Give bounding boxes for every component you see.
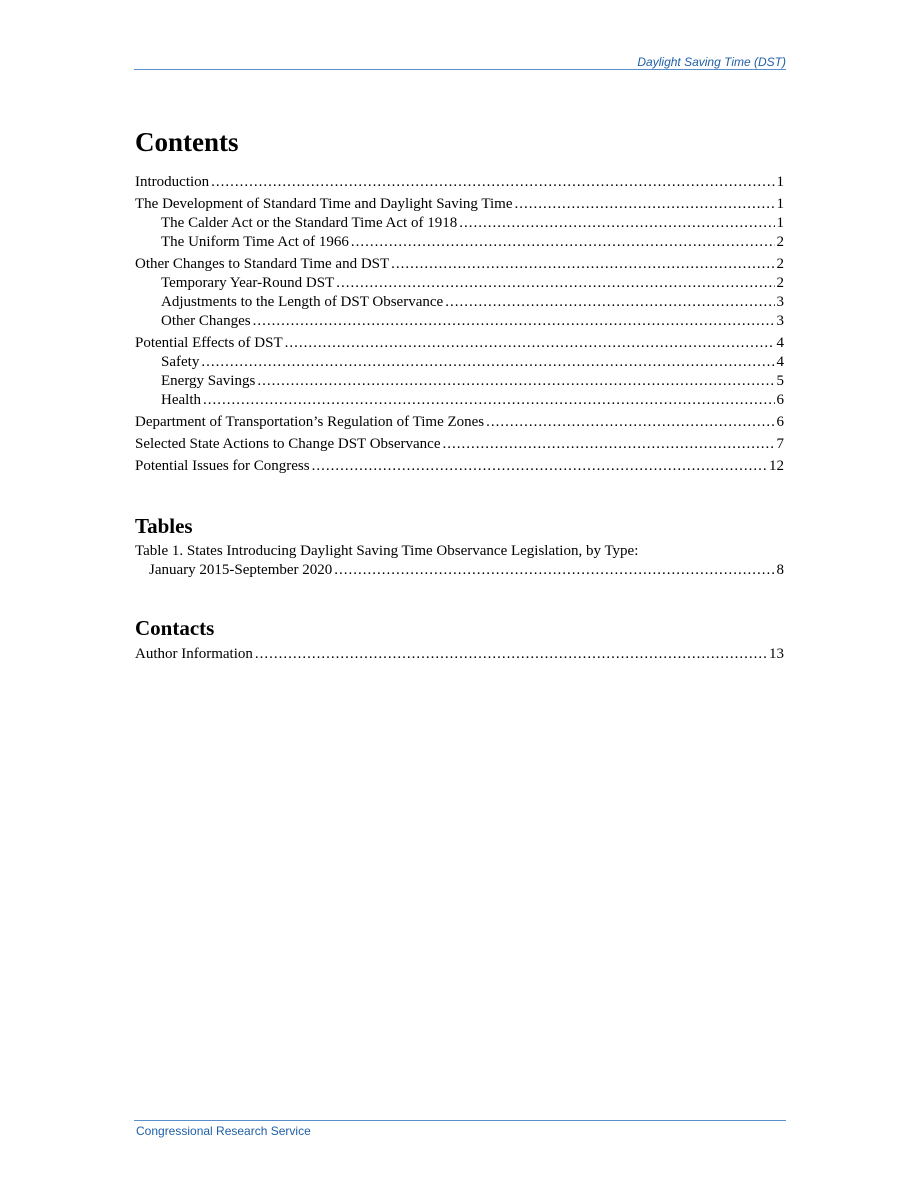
toc-entry-label: Other Changes	[161, 313, 251, 329]
dot-leader	[257, 372, 774, 391]
document-body	[135, 122, 784, 664]
toc-entry-label: Author Information	[135, 646, 253, 662]
tables-section	[135, 512, 784, 580]
running-header-title: Daylight Saving Time (DST)	[637, 55, 786, 69]
dot-leader	[445, 293, 774, 312]
toc-entry-temporary-year-round[interactable]	[135, 274, 784, 293]
toc-entry-page: 3	[776, 294, 784, 310]
toc-entry-label: Health	[161, 392, 201, 408]
dot-leader	[443, 435, 775, 454]
toc-entry-label-line1: Table 1. States Introducing Daylight Saving Time Observance Legislation, by Type:	[135, 543, 639, 559]
toc-entry-label: Potential Issues for Congress	[135, 458, 310, 474]
toc-entry-label: Selected State Actions to Change DST Observance	[135, 436, 441, 452]
toc-entry-energy-savings[interactable]	[135, 372, 784, 391]
toc-entry-other-changes-standard-time[interactable]	[135, 255, 784, 274]
toc-entry-label: The Calder Act or the Standard Time Act of 1918	[161, 215, 458, 231]
toc-entry-label: The Uniform Time Act of 1966	[161, 234, 349, 250]
dot-leader	[486, 413, 774, 432]
toc-entry-page: 1	[776, 174, 784, 190]
toc-entry-other-changes[interactable]	[135, 312, 784, 331]
toc-entry-state-actions[interactable]	[135, 435, 784, 454]
toc-entry-label: The Development of Standard Time and Daylight Saving Time	[135, 196, 513, 212]
dot-leader	[336, 274, 774, 293]
dot-leader	[203, 391, 775, 410]
dot-leader	[312, 457, 767, 476]
toc-entry-label: Safety	[161, 354, 200, 370]
toc-entry-page: 5	[776, 373, 784, 389]
toc-entry-page: 2	[776, 234, 784, 250]
toc-entry-label: Introduction	[135, 174, 210, 190]
toc-entry-introduction[interactable]	[135, 173, 784, 192]
contents-heading: Contents	[135, 127, 239, 157]
contacts-heading: Contacts	[135, 616, 215, 640]
toc-entry-potential-effects[interactable]	[135, 334, 784, 353]
toc-entry-label-line2: January 2015-September 2020	[149, 562, 333, 578]
toc-entry-dot-regulation[interactable]	[135, 413, 784, 432]
toc-entry-label: Adjustments to the Length of DST Observance	[161, 294, 444, 310]
contents-section	[135, 122, 784, 476]
contents-list	[135, 173, 784, 476]
toc-entry-page: 4	[776, 354, 784, 370]
toc-entry-page: 1	[776, 215, 784, 231]
toc-entry-page: 6	[776, 392, 784, 408]
footer-organization: Congressional Research Service	[136, 1124, 311, 1138]
toc-entry-label: Other Changes to Standard Time and DST	[135, 256, 390, 272]
toc-entry-page: 7	[776, 436, 784, 452]
toc-entry-label: Temporary Year-Round DST	[161, 275, 335, 291]
toc-entry-author-information[interactable]	[135, 645, 784, 664]
toc-entry-page: 2	[776, 256, 784, 272]
toc-entry-line2	[135, 561, 784, 580]
dot-leader	[391, 255, 774, 274]
toc-entry-calder-act[interactable]	[135, 214, 784, 233]
toc-entry-page: 3	[776, 313, 784, 329]
toc-entry-page: 12	[769, 458, 784, 474]
contacts-section	[135, 614, 784, 664]
toc-entry-label: Energy Savings	[161, 373, 256, 389]
contacts-list	[135, 645, 784, 664]
dot-leader	[334, 561, 774, 580]
header-divider	[134, 69, 786, 70]
toc-entry-page: 6	[776, 414, 784, 430]
dot-leader	[253, 312, 775, 331]
toc-entry-safety[interactable]	[135, 353, 784, 372]
dot-leader	[459, 214, 774, 233]
dot-leader	[514, 195, 774, 214]
toc-entry-label: Potential Effects of DST	[135, 335, 283, 351]
toc-entry-development[interactable]	[135, 195, 784, 214]
toc-entry-label: Department of Transportation’s Regulation of Time Zones	[135, 414, 485, 430]
toc-entry-health[interactable]	[135, 391, 784, 410]
toc-entry-table-1[interactable]	[135, 542, 784, 580]
footer-divider	[134, 1120, 786, 1121]
dot-leader	[211, 173, 774, 192]
toc-entry-uniform-time-act[interactable]	[135, 233, 784, 252]
toc-entry-page: 2	[776, 275, 784, 291]
toc-entry-page: 1	[776, 196, 784, 212]
toc-entry-potential-issues[interactable]	[135, 457, 784, 476]
tables-heading: Tables	[135, 514, 193, 538]
dot-leader	[351, 233, 775, 252]
dot-leader	[201, 353, 774, 372]
dot-leader	[285, 334, 775, 353]
toc-entry-page: 8	[776, 562, 784, 578]
dot-leader	[255, 645, 767, 664]
toc-entry-page: 4	[776, 335, 784, 351]
toc-entry-page: 13	[769, 646, 784, 662]
toc-entry-adjustments[interactable]	[135, 293, 784, 312]
